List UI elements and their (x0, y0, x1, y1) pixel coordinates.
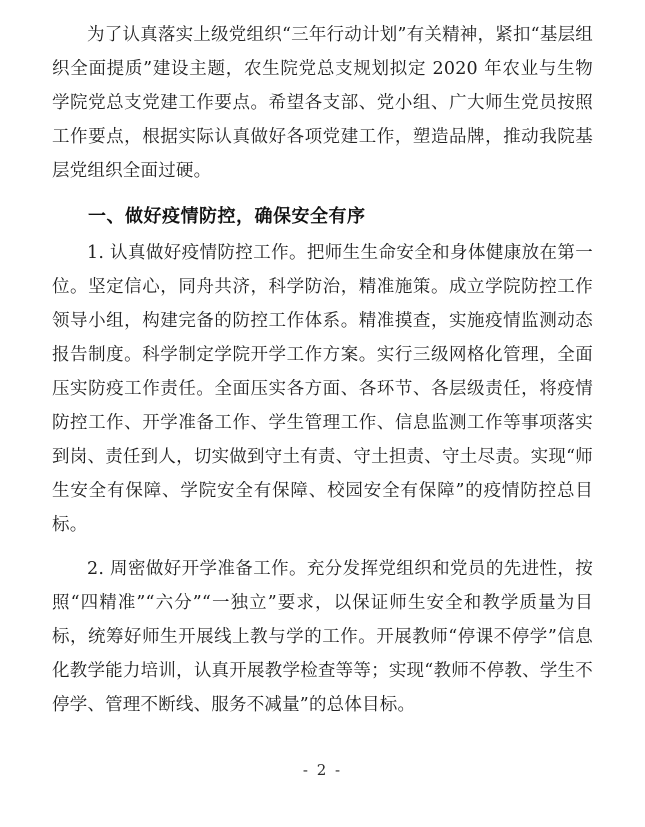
paragraph-spacer (52, 188, 593, 194)
section-heading-1: 一、做好疫情防控，确保安全有序 (88, 206, 366, 227)
paragraph-item-2: 2. 周密做好开学准备工作。充分发挥党组织和党员的先进性，按照“四精准”“六分”“一独立”要求，以保证师生安全和教学质量为目标，统筹好师生开展线上教与学的工作。开展教师“停课不停学”信息化教学能力培训，认真开展教学检查等等；实现“教师不停教、学生不停学、管理不断线、服务不减量”的总体目标。 (52, 559, 593, 715)
paragraph-spacer (52, 542, 593, 552)
paragraph-intro: 为了认真落实上级党组织“三年行动计划”有关精神，紧扣“基层组织全面提质”建设主题，农生院党总支规划拟定 2020 年农业与生物学院党总支党建工作要点。希望各支部、党小组、广大师生党员按照工作要点，根据实际认真做好各项党建工作，塑造品牌，推动我院基层党组织全面过硬。 (52, 25, 593, 181)
page-number: - 2 - (302, 761, 343, 779)
paragraph-item-1: 1. 认真做好疫情防控工作。把师生生命安全和身体健康放在第一位。坚定信心，同舟共济，科学防治，精准施策。成立学院防控工作领导小组，构建完备的防控工作体系。精准摸查，实施疫情监测动态报告制度。科学制定学院开学工作方案。实行三级网格化管理，全面压实防疫工作责任。全面压实各方面、各环节、各层级责任，将疫情防控工作、开学准备工作、学生管理工作、信息监测工作等事项落实到岗、责任到人，切实做到守土有责、守土担责、守土尽责。实现“师生安全有保障、学院安全有保障、校园安全有保障”的疫情防控总目标。 (52, 243, 593, 535)
